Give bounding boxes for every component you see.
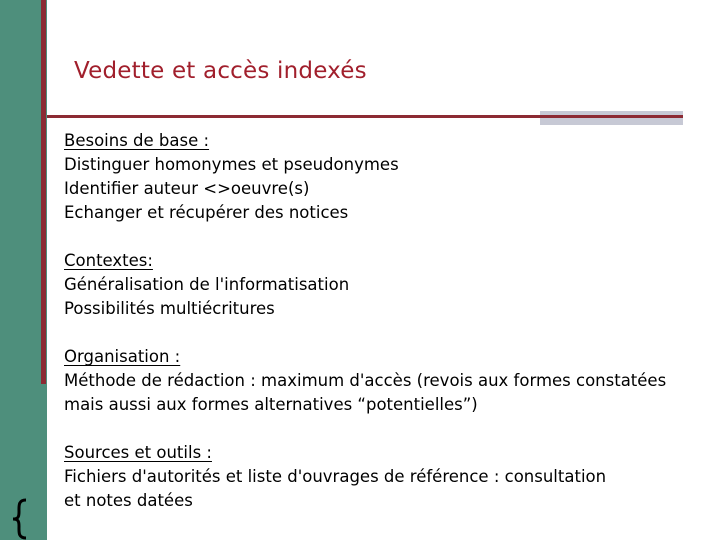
bullet-line: Echanger et récupérer des notices [64,203,349,222]
section-contextes [64,249,704,321]
bullet-line: Distinguer homonymes et pseudonymes [64,155,399,174]
accent-strip [41,0,46,384]
section-heading: Besoins de base : [64,131,210,150]
bullet-line: Fichiers d'autorités et liste d'ouvrages de référence : consultation et notes datées [64,467,607,510]
brace-logo-icon [2,490,40,540]
section-heading: Organisation : [64,347,181,366]
sidebar-band [0,0,47,540]
bullet-line: Identifier auteur <>oeuvre(s) [64,179,310,198]
section-besoins [64,129,704,225]
section-heading: Contextes: [64,251,153,270]
bullet-line: Méthode de rédaction : maximum d'accès (revois aux formes constatées mais aussi aux formes alternatives “potentielles”) [64,371,667,414]
section-organisation [64,345,704,417]
header-rule-box [540,111,683,125]
slide-title: Vedette et accès indexés [74,58,367,84]
bullet-line: Généralisation de l'informatisation [64,275,350,294]
bullet-line: Possibilités multiécritures [64,299,275,318]
section-sources [64,441,704,513]
slide-content [64,129,704,537]
header-rule-accent [540,115,683,118]
section-heading: Sources et outils : [64,443,212,462]
